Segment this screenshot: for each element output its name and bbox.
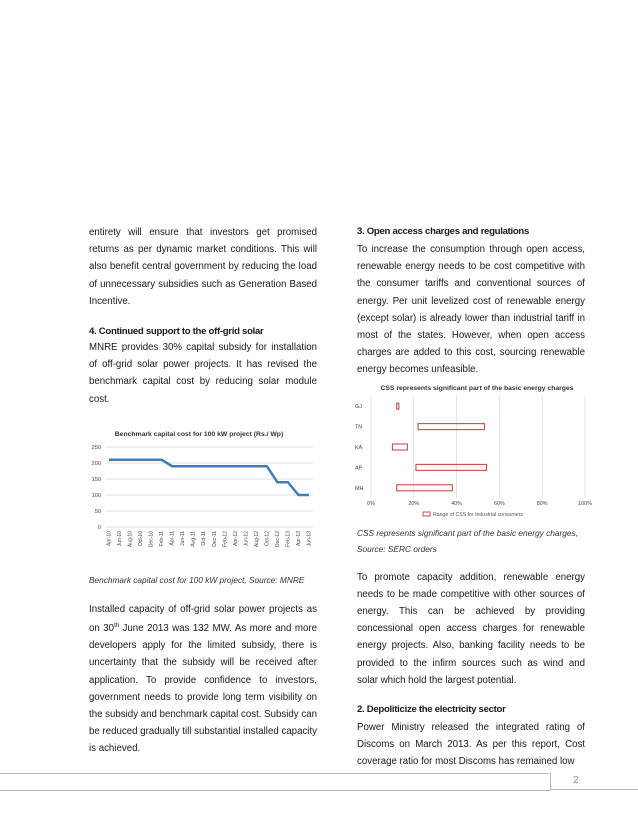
x-tick-label: Dec-12 — [274, 530, 281, 547]
legend-swatch — [423, 512, 430, 516]
heading-depoliticize: 2. Depoliticize the electricity sector — [357, 704, 506, 716]
x-tick-label: Jun-13 — [306, 530, 313, 547]
x-tick-label: Aug-10 — [127, 530, 134, 547]
y-tick-label: 150 — [91, 476, 101, 483]
chart-title: Benchmark capital cost for 100 kW project (Rs./ Wp) — [114, 430, 284, 438]
right-paragraph-3: Power Ministry released the integrated rating of Discoms on March 2013. As per this report, Cost coverage ratio for most Discoms has remained low — [357, 722, 585, 768]
x-tick-label: 40% — [451, 500, 462, 507]
page-number: 2 — [573, 775, 579, 786]
right-column — [355, 224, 592, 771]
x-tick-label: 60% — [494, 500, 505, 507]
x-tick-label: 20% — [408, 500, 420, 507]
x-tick-label: Apr-11 — [169, 530, 176, 546]
y-tick-label: 0 — [97, 524, 101, 531]
benchmark-cost-chart — [83, 425, 319, 560]
x-tick-label: Feb-13 — [285, 530, 292, 547]
para3-text: Installed capacity of off-grid solar power projects as on 30 — [89, 603, 317, 635]
left-paragraph-3 — [89, 601, 317, 758]
bar-mh — [397, 484, 453, 490]
y-tick-label: TN — [355, 424, 363, 431]
left-column — [89, 224, 317, 758]
x-tick-label: Dec-10 — [148, 530, 155, 547]
x-tick-label: Aug-12 — [253, 530, 260, 547]
footer-box — [0, 773, 551, 791]
x-tick-label: Jun-10 — [117, 530, 124, 547]
left-paragraph-1: entirety will ensure that investors get promised returns as per dynamic market conditions. This will also benefit central government by reducing the load of unnecessary subsidies such as Generation Based Incentive. — [89, 227, 317, 307]
x-tick-label: Jun-11 — [180, 530, 187, 546]
left-paragraph-2: MNRE provides 30% capital subsidy for installation of off-grid solar power projects. It has revised the benchmark capital cost by reducing solar module cost. — [89, 342, 317, 405]
x-tick-label: 80% — [536, 500, 548, 507]
heading-open-access: 3. Open access charges and regulations — [357, 226, 530, 237]
right-paragraph-2: To promote capacity addition, renewable energy needs to be made competitive with other sources of energy. This can be achieved by providing concessional open access charges for renewable energy projects. Also, banking facility needs to be provided to the infirm sources such as wind and solar which hold the largest potential. — [357, 571, 585, 686]
bar-gj — [397, 403, 399, 409]
para3-text-rest: June 2013 was 132 MW. As more and more developers apply for the limited subsidy, there is uncertainty that the subsidy will be received after application. To provide confidence to investors, government needs to provide long term visibility on the subsidy and benchmark capital cost. Subsidy can be reduced gradually till substantial installed capacity is achieved. — [89, 623, 317, 755]
y-tick-label: 100 — [91, 492, 101, 499]
chart-caption-left: Benchmark capital cost for 100 kW project, Source: MNRE — [89, 574, 305, 585]
x-tick-label: Jun-12 — [243, 530, 250, 547]
chart-title-css: CSS represents significant part of the basic energy charges — [380, 384, 574, 392]
y-tick-label: 200 — [91, 460, 101, 467]
bar-ap — [416, 464, 487, 470]
css-chart — [353, 381, 592, 521]
x-tick-label: Apr-12 — [232, 530, 239, 546]
y-tick-label: 250 — [91, 444, 101, 451]
y-tick-label: MH — [355, 485, 364, 492]
bar-tn — [418, 423, 484, 429]
chart-caption-right-1: CSS represents significant part of the basic energy charges, — [357, 527, 578, 538]
y-tick-label: KA — [355, 444, 363, 451]
footer-rule — [551, 789, 638, 790]
footer — [0, 773, 638, 789]
x-tick-label: Oct-11 — [201, 530, 208, 546]
bar-ka — [392, 444, 407, 450]
right-paragraph-1: To increase the consumption through open access, renewable energy needs to be cost competitive with the consumer tariffs and conventional sources of energy. Per unit levelized cost of renewable energy (except solar) is already lower than industrial tariff in most of the states. However, when open access charges are added to this cost, sourcing renewable energy becomes unfeasible. — [357, 244, 585, 376]
y-tick-label: 50 — [94, 508, 101, 515]
x-tick-label: Aug-11 — [190, 530, 197, 547]
chart-caption-right-2: Source: SERC orders — [357, 543, 437, 554]
x-tick-label: 100% — [578, 500, 592, 507]
x-tick-label: Oct-10 — [138, 530, 145, 546]
legend-label: Range of CSS for Industrial consumers — [433, 511, 523, 518]
x-tick-label: 0% — [367, 500, 375, 507]
y-tick-label: GJ — [355, 403, 362, 410]
heading-offgrid-solar: 4. Continued support to the off-grid solar — [89, 326, 264, 338]
x-tick-label: Apr-10 — [106, 530, 113, 546]
series-line — [109, 460, 309, 495]
x-tick-label: Apr-13 — [295, 530, 302, 546]
x-tick-label: Dec-11 — [211, 530, 218, 547]
y-tick-label: AP — [355, 465, 363, 472]
para3-sup: th — [114, 623, 120, 630]
x-tick-label: Feb-12 — [222, 530, 229, 547]
x-tick-label: Oct-12 — [264, 530, 271, 546]
x-tick-label: Feb-11 — [159, 530, 166, 547]
